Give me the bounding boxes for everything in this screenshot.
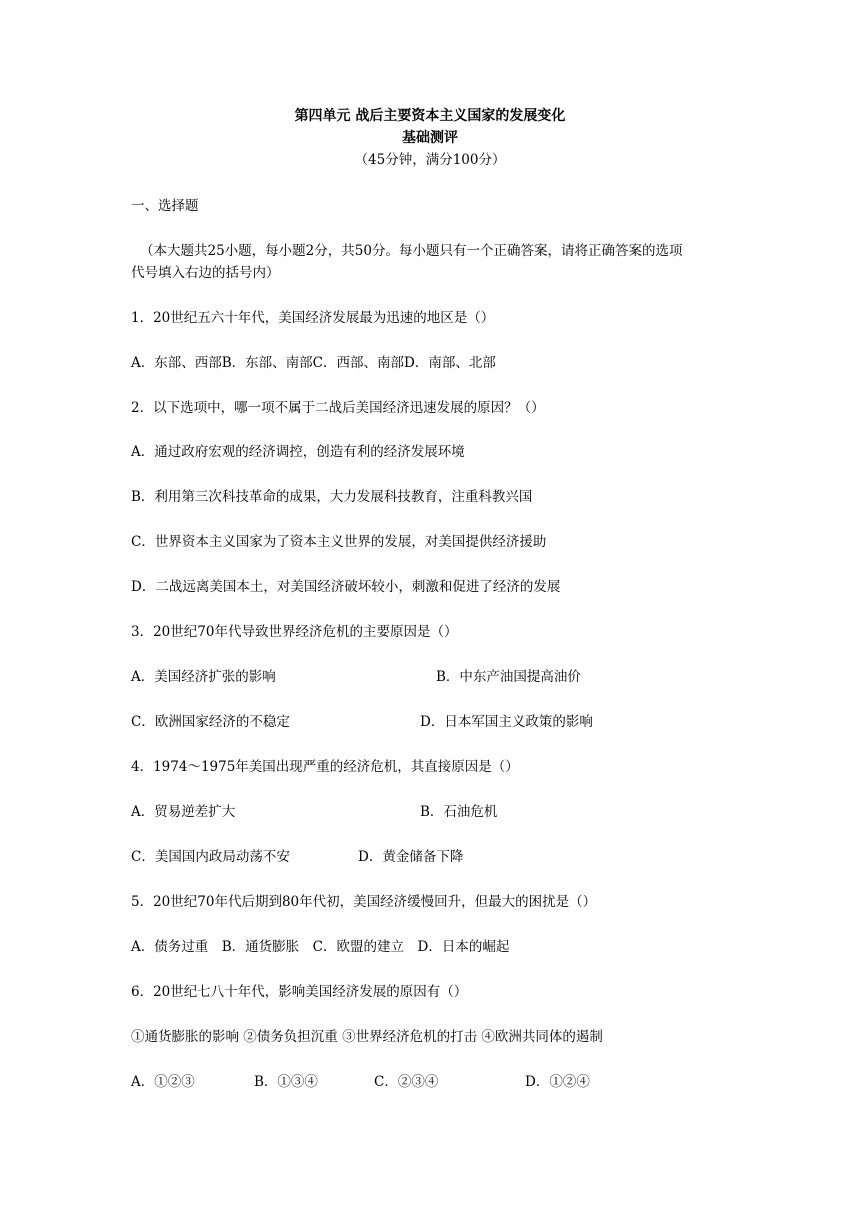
section-heading: 一、选择题 — [131, 198, 199, 214]
question-3-option-b: B．中东产油国提高油价 — [436, 669, 581, 685]
question-4-option-c: C．美国国内政局动荡不安 — [131, 849, 290, 865]
question-6-option-d: D．①②④ — [525, 1074, 590, 1090]
question-4-option-d: D．黄金储备下降 — [358, 849, 464, 865]
instructions-line-1: （本大题共25小题，每小题2分，共50分。每小题只有一个正确答案，请将正确答案的选项 — [140, 243, 683, 259]
question-1-stem: 1．20世纪五六十年代，美国经济发展最为迅速的地区是（） — [131, 310, 495, 326]
question-2-option-d: D．二战远离美国本土，对美国经济破坏较小，刺激和促进了经济的发展 — [131, 579, 561, 595]
question-4-stem: 4．1974～1975年美国出现严重的经济危机，其直接原因是（） — [131, 759, 519, 775]
question-3-option-c: C．欧洲国家经济的不稳定 — [131, 714, 290, 730]
instructions-line-2: 代号填入右边的括号内） — [131, 265, 280, 281]
time-info: （45分钟，满分100分） — [354, 152, 506, 168]
document-subtitle: 基础测评 — [402, 130, 458, 146]
question-1-options: A．东部、西部B．东部、南部C．西部、南部D．南部、北部 — [131, 355, 496, 371]
question-4-option-b: B．石油危机 — [420, 804, 498, 820]
question-2-option-a: A．通过政府宏观的经济调控，创造有利的经济发展环境 — [131, 444, 465, 460]
question-6-items: ①通货膨胀的影响 ②债务负担沉重 ③世界经济危机的打击 ④欧洲共同体的遏制 — [131, 1029, 603, 1045]
question-6-option-a: A．①②③ — [131, 1074, 195, 1090]
question-3-option-a: A．美国经济扩张的影响 — [131, 669, 276, 685]
question-6-stem: 6．20世纪七八十年代，影响美国经济发展的原因有（） — [131, 984, 468, 1000]
question-2-stem: 2．以下选项中，哪一项不属于二战后美国经济迅速发展的原因？（） — [131, 400, 545, 416]
question-3-stem: 3．20世纪70年代导致世界经济危机的主要原因是（） — [131, 624, 458, 640]
question-6-option-c: C．②③④ — [374, 1074, 439, 1090]
question-4-option-a: A．贸易逆差扩大 — [131, 804, 236, 820]
question-6-option-b: B．①③④ — [254, 1074, 318, 1090]
question-2-option-c: C．世界资本主义国家为了资本主义世界的发展，对美国提供经济援助 — [131, 534, 547, 550]
question-5-options: A．债务过重 B．通货膨胀 C．欧盟的建立 D．日本的崛起 — [131, 939, 510, 955]
document-title: 第四单元 战后主要资本主义国家的发展变化 — [294, 108, 566, 124]
question-2-option-b: B．利用第三次科技革命的成果，大力发展科技教育，注重科教兴国 — [131, 489, 533, 505]
question-5-stem: 5．20世纪70年代后期到80年代初，美国经济缓慢回升，但最大的困扰是（） — [131, 894, 597, 910]
question-3-option-d: D．日本军国主义政策的影响 — [420, 714, 593, 730]
